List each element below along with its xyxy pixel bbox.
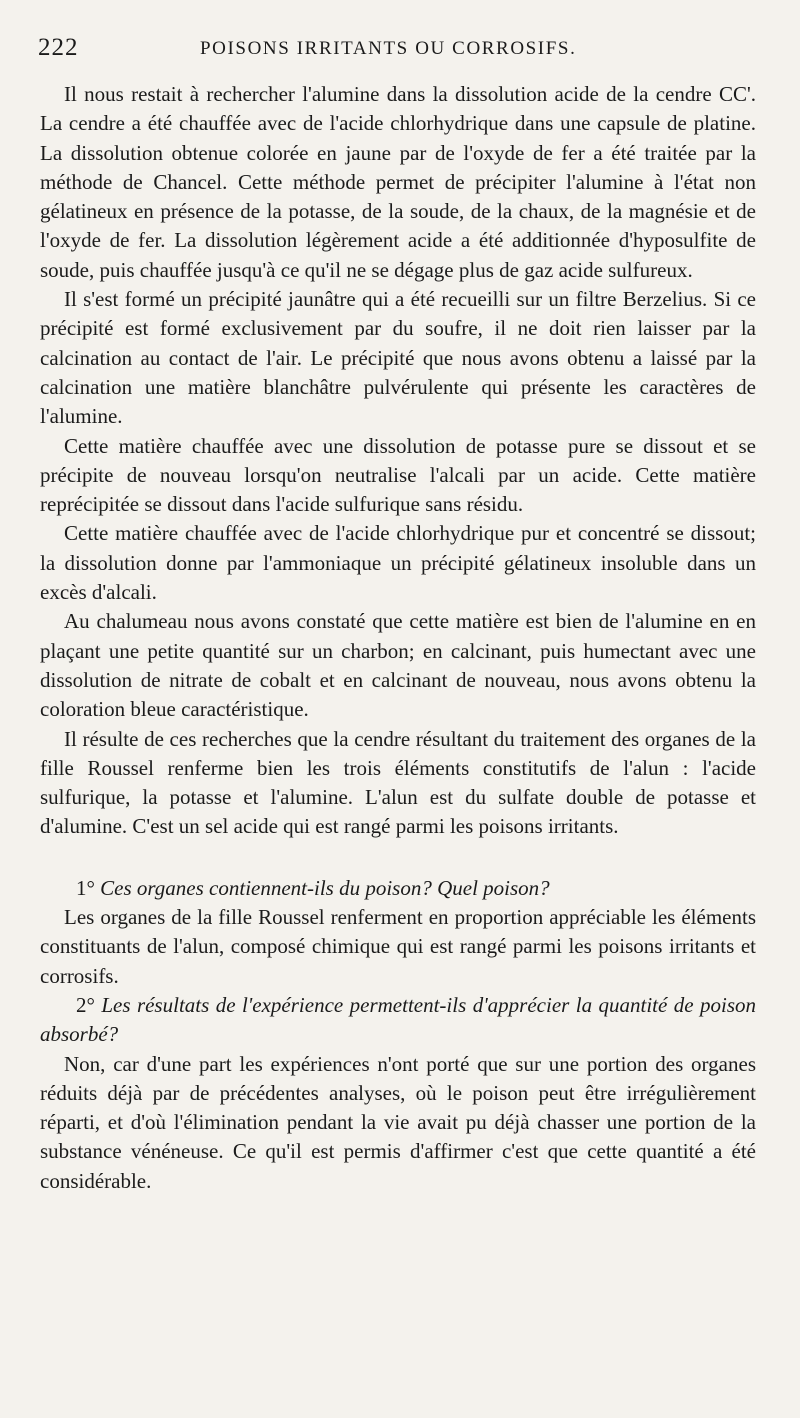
paragraph: Au chalumeau nous avons constaté que cette matière est bien de l'alumine en en plaçant une petite quantité sur un charbon; en calcinant, puis humectant avec une dissolution de nitrate de cobalt et en calcinant de nouveau, nous avons obtenu la coloration bleue caractéristique. [40, 609, 756, 722]
question-text: Ces organes contiennent-ils du poison? Quel poison? [100, 875, 550, 900]
paragraph: Cette matière chauffée avec de l'acide chlorhydrique pur et concentré se dissout; la dissolution donne par l'ammoniaque un précipité gélatineux insoluble dans un excès d'alcali. [40, 521, 756, 605]
answer-paragraph: Non, car d'une part les expériences n'ont porté que sur une portion des organes réduits déjà par de précédentes analyses, où le poison peut être irrégulièrement réparti, et d'où l'élimination pendant la vie avait pu déjà chasser une portion de la substance vénéneuse. Ce qu'il est permis d'affirmer c'est que cette quantité a été considérable. [40, 1051, 756, 1193]
running-head: POISONS IRRITANTS OU CORROSIFS. [200, 38, 577, 59]
paragraph: Cette matière chauffée avec une dissolution de potasse pure se dissout et se précipite de nouveau lorsqu'on neutralise l'alcali par un acide. Cette matière reprécipitée se dissout dans l'acide sulfurique sans résidu. [40, 433, 756, 517]
page-number: 222 [38, 34, 79, 61]
question-heading [40, 991, 756, 1050]
paragraph: Il s'est formé un précipité jaunâtre qui a été recueilli sur un filtre Berzelius. Si ce précipité est formé exclusivement par du soufre, il ne doit rien laisser par la calcination au contact de l'air. Le précipité que nous avons obtenu a laissé par la calcination une matière blanchâtre pulvérulente qui présente les caractères de l'alumine. [40, 287, 756, 429]
answer-paragraph: Les organes de la fille Roussel renferment en proportion appréciable les éléments constituants de l'alun, composé chimique qui est rangé parmi les poisons irritants et corrosifs. [40, 905, 756, 988]
paragraph: Il nous restait à rechercher l'alumine dans la dissolution acide de la cendre CC'. La cendre a été chauffée avec de l'acide chlorhydrique dans une capsule de platine. La dissolution obtenue colorée en jaune par de l'oxyde de fer a été traitée par la méthode de Chancel. Cette méthode permet de précipiter l'alumine à l'état non gélatineux en présence de la potasse, de la soude, de la chaux, de la magnésie et de l'oxyde de fer. La dissolution légèrement acide a été additionnée d'hyposulfite de soude, puis chauffée jusqu'à ce qu'il ne se dégage plus de gaz acide sulfureux. [40, 82, 756, 282]
paragraph: Il résulte de ces recherches que la cendre résultant du traitement des organes de la fille Roussel renferme bien les trois éléments constitutifs de l'alun : l'acide sulfurique, la potasse et l'alumine. L'alun est du sulfate double de potasse et d'alumine. C'est un sel acide qui est rangé parmi les poisons irritants. [40, 726, 756, 839]
section-gap [40, 842, 756, 874]
question-text: Les résultats de l'expérience permettent-ils d'apprécier la quantité de poison absorbé? [40, 992, 757, 1047]
question-heading [40, 874, 756, 903]
page-header [38, 34, 760, 68]
question-number: 1° [76, 875, 95, 900]
question-number: 2° [76, 992, 95, 1017]
body-text [40, 80, 756, 1196]
